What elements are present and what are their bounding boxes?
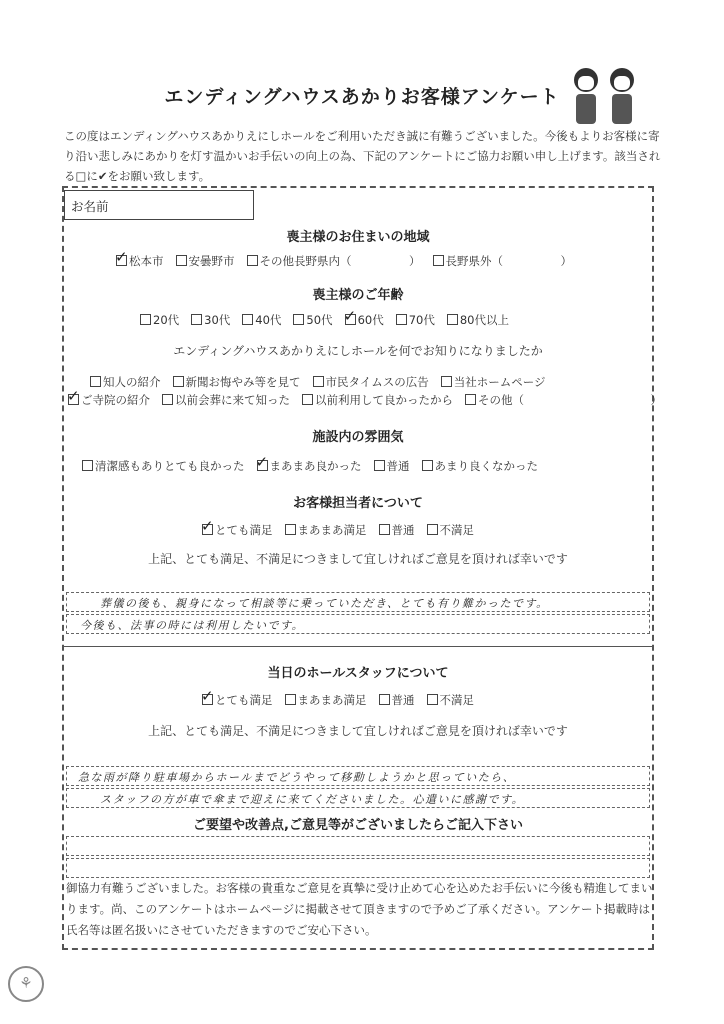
facility-option-label: まあまあ良かった — [269, 459, 362, 473]
checkbox[interactable] — [242, 314, 253, 325]
facility-option-label: あまり良くなかった — [434, 459, 538, 473]
company-logo: ⚘ — [8, 966, 44, 1002]
source-option[interactable] — [441, 374, 546, 390]
hall-option[interactable] — [202, 692, 273, 708]
staff-option-label: とても満足 — [215, 523, 273, 537]
source-option[interactable] — [90, 374, 161, 390]
checkbox[interactable] — [202, 694, 213, 705]
source-option-label: 市民タイムスの広告 — [325, 375, 429, 389]
staff-option[interactable] — [379, 522, 415, 538]
staff-figure-right — [610, 68, 634, 124]
checkbox[interactable] — [433, 255, 444, 266]
hall-comment-2: スタッフの方が車で傘まで迎えに来てくださいました。心遣いに感謝です。 — [100, 793, 525, 806]
age-option-label: 50代 — [306, 313, 333, 327]
checkbox[interactable] — [202, 524, 213, 535]
checkbox[interactable] — [422, 460, 433, 471]
staff-figure-left — [574, 68, 598, 124]
checkbox[interactable] — [427, 524, 438, 535]
staff-option-label: 普通 — [391, 523, 415, 537]
checkbox[interactable] — [257, 460, 268, 471]
checkbox[interactable] — [162, 394, 173, 405]
age-option[interactable] — [293, 312, 332, 328]
age-option-label: 30代 — [204, 313, 231, 327]
age-option[interactable] — [191, 312, 230, 328]
checkbox[interactable] — [191, 314, 202, 325]
hall-options — [202, 692, 486, 708]
checkbox[interactable] — [173, 376, 184, 387]
area-title: 喪主様のお住まいの地域 — [286, 230, 430, 245]
checkbox[interactable] — [302, 394, 313, 405]
checkbox[interactable] — [82, 460, 93, 471]
age-option-label: 80代以上 — [459, 313, 509, 327]
source-option-label: ご寺院の紹介 — [81, 393, 150, 407]
staff-comment-1: 葬儀の後も、親身になって相談等に乗っていただき、とても有り難かったです。 — [100, 597, 549, 610]
facility-option[interactable] — [422, 458, 539, 474]
source-option-label: 以前利用して良かったから — [315, 393, 453, 407]
name-label: お名前 — [71, 199, 109, 214]
source-option-label: 以前会葬に来て知った — [175, 393, 290, 407]
checkbox[interactable] — [116, 255, 127, 266]
checkbox[interactable] — [379, 524, 390, 535]
age-option[interactable] — [345, 312, 384, 328]
hall-comment-1: 急な雨が降り駐車場からホールまでどうやって移動しようかと思っていたら、 — [78, 771, 516, 784]
staff-option[interactable] — [285, 522, 367, 538]
source-options-row2 — [68, 392, 674, 408]
source-option[interactable] — [465, 392, 662, 408]
age-option-label: 70代 — [408, 313, 435, 327]
footer-text: 御協力有難うございました。お客様の貴重なご意見を真摯に受け止めて心を込めたお手伝いに今後も精進してまいります。尚、このアンケートはホームページに掲載させて頂きますので予めご了承ください。アンケート掲載時は氏名等は匿名扱いにさせていただきますのでご安心下さい。 — [66, 881, 653, 937]
requests-title: ご要望や改善点,ご意見等がございましたらご記入下さい — [193, 818, 523, 833]
facility-options — [82, 458, 550, 474]
checkbox[interactable] — [285, 524, 296, 535]
source-option-label: 新聞お悔やみ等を見て — [185, 375, 301, 389]
hall-option-label: とても満足 — [215, 693, 273, 707]
age-option[interactable] — [396, 312, 435, 328]
area-options — [116, 253, 584, 269]
age-option[interactable] — [447, 312, 509, 328]
source-option[interactable] — [68, 392, 150, 408]
area-option[interactable] — [433, 253, 573, 269]
staff-prompt: 上記、とても満足、不満足につきまして宜しければご意見を頂ければ幸いです — [148, 552, 568, 566]
staff-option-label: まあまあ満足 — [297, 523, 367, 537]
intro-text: この度はエンディングハウスあかりえにしホールをご利用いただき誠に有難うございました。今後もよりお客様に寄り沿い悲しみにあかりを灯す温かいお手伝いの向上の為、下記のアンケートにご協力お願い申し上げます。該当される□に✔をお願い致します。 — [64, 129, 661, 183]
checkbox[interactable] — [140, 314, 151, 325]
checkbox[interactable] — [313, 376, 324, 387]
source-option-label: 当社ホームページ — [453, 375, 546, 389]
checkbox[interactable] — [68, 394, 79, 405]
hall-prompt: 上記、とても満足、不満足につきまして宜しければご意見を頂ければ幸いです — [148, 724, 568, 738]
area-option-label: 長野県外（ ） — [445, 254, 572, 268]
hall-option[interactable] — [379, 692, 415, 708]
facility-option[interactable] — [257, 458, 362, 474]
checkbox[interactable] — [379, 694, 390, 705]
checkbox[interactable] — [176, 255, 187, 266]
hall-option[interactable] — [427, 692, 475, 708]
age-option[interactable] — [242, 312, 281, 328]
area-option[interactable] — [247, 253, 421, 269]
source-option[interactable] — [162, 392, 290, 408]
checkbox[interactable] — [447, 314, 458, 325]
staff-option-label: 不満足 — [439, 523, 474, 537]
checkbox[interactable] — [374, 460, 385, 471]
hall-option-label: まあまあ満足 — [297, 693, 367, 707]
survey-title: エンディングハウスあかりお客様アンケート — [164, 86, 560, 108]
hall-option-label: 普通 — [391, 693, 415, 707]
checkbox[interactable] — [247, 255, 258, 266]
name-field[interactable] — [64, 190, 254, 220]
source-option[interactable] — [313, 374, 429, 390]
checkbox[interactable] — [441, 376, 452, 387]
age-options — [140, 312, 521, 328]
hall-option[interactable] — [285, 692, 367, 708]
facility-option[interactable] — [374, 458, 410, 474]
staff-comment-2: 今後も、法事の時には利用したいです。 — [80, 619, 305, 632]
checkbox[interactable] — [396, 314, 407, 325]
staff-title: お客様担当者について — [293, 496, 423, 511]
facility-title: 施設内の雰囲気 — [312, 430, 404, 445]
facility-option-label: 清潔感もありとても良かった — [95, 459, 245, 473]
area-option-label: 松本市 — [129, 254, 164, 268]
age-option[interactable] — [140, 312, 179, 328]
divider — [62, 646, 654, 647]
area-option-label: 安曇野市 — [188, 254, 235, 268]
source-option-label: その他（ ） — [478, 393, 662, 407]
requests-line-2[interactable] — [66, 858, 650, 878]
area-option[interactable] — [176, 253, 235, 269]
source-title: エンディングハウスあかりえにしホールを何でお知りになりましたか — [173, 344, 543, 358]
area-option-label: その他長野県内（ ） — [259, 254, 421, 268]
staff-option[interactable] — [427, 522, 475, 538]
requests-line-1[interactable] — [66, 836, 650, 856]
source-option-label: 知人の紹介 — [103, 375, 161, 389]
staff-options — [202, 522, 486, 538]
source-option[interactable] — [173, 374, 301, 390]
facility-option[interactable] — [82, 458, 245, 474]
age-option-label: 60代 — [357, 313, 384, 327]
source-option[interactable] — [302, 392, 453, 408]
checkbox[interactable] — [427, 694, 438, 705]
hall-option-label: 不満足 — [439, 693, 474, 707]
staff-option[interactable] — [202, 522, 273, 538]
age-option-label: 20代 — [153, 313, 180, 327]
area-option[interactable] — [116, 253, 164, 269]
checkbox[interactable] — [345, 314, 356, 325]
facility-option-label: 普通 — [386, 459, 410, 473]
source-options-row1 — [90, 374, 558, 390]
checkbox[interactable] — [285, 694, 296, 705]
age-title: 喪主様のご年齢 — [312, 288, 404, 303]
checkbox[interactable] — [465, 394, 476, 405]
checkbox[interactable] — [90, 376, 101, 387]
age-option-label: 40代 — [255, 313, 282, 327]
hall-title: 当日のホールスタッフについて — [267, 666, 449, 681]
checkbox[interactable] — [293, 314, 304, 325]
